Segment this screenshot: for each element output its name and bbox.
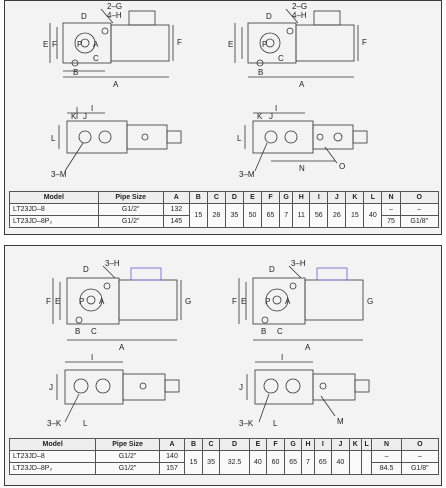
dim-e-right: E [241,297,247,306]
dim-b-right: B [261,327,267,336]
dim-p-left: P [79,297,85,306]
dim-l-left: L [83,419,88,428]
top-drawings [5,1,441,186]
table-row: LT23JD–8P₂ G1/2" 145 75 G1/8" [10,216,439,228]
dim-3h-left: 3–H [105,259,120,268]
dim-k-right: K [257,112,263,121]
dim-f-left: F [46,297,51,306]
dim-d-right: D [266,12,272,21]
dim-f-right: F [362,38,367,47]
dim-j-right: J [239,383,243,392]
bottom-right-side-view [247,362,369,422]
table-row: LT23JD–8P₂ G1/2" 157 84.5 G1/8" [10,463,439,475]
dim-3k-left: 3–K [47,419,62,428]
dim-l-right: L [237,134,242,143]
dim-i-right: I [275,104,278,113]
dim-a-right: A [305,343,311,352]
dim-a-left: A [119,343,125,352]
spec-table-top [9,191,439,228]
dim-b-left: B [75,327,81,336]
dim-c-right: C [278,54,284,63]
dim-f-left: F [177,38,182,47]
dim-c-left: C [93,54,99,63]
dim-c-right: C [277,327,283,336]
dim-g-right: G [367,297,374,306]
dim-p-left: P [77,40,83,49]
port-a-left: A [93,40,99,49]
bottom-drawings [5,246,441,436]
dim-3h-right: 3–H [291,259,306,268]
top-left-side-view [59,107,181,171]
dim-4h-left: 4–H [107,11,122,20]
dim-l-right: L [273,419,278,428]
dim-j-left: J [83,112,87,121]
table-row: LT23JD–8 G1/2" 140 15 35 32.5 40 60 65 7 65 40 – – [10,451,439,463]
dim-f-right: F [232,297,237,306]
bottom-left-front-view [53,266,181,340]
dim-j-right: J [269,112,273,121]
top-right-side-view [245,113,367,171]
dim-3m-right: 3–M [239,170,255,179]
table-header-row: Model Pipe Size A B C D E F G H I J K L N O [10,439,439,451]
dim-i-left: I [91,353,94,362]
dim-j-left: J [49,383,53,392]
spec-table-bottom [9,438,439,475]
dim-e-right: E [228,40,234,49]
dim-d-left: D [83,265,89,274]
dim-3k-right: 3–K [239,419,254,428]
dim-2g-right: 2–G [292,2,308,11]
dim-2g-left: 2–G [107,2,123,11]
dim-b-left: B [73,68,79,77]
dim-a-right: A [299,80,305,89]
top-panel [4,0,442,235]
dim-k-left: K [71,112,77,121]
dim-g-left: G [185,297,192,306]
dim-e-left: E [43,40,49,49]
dim-e-left: E [55,297,61,306]
port-a-left: A [99,297,105,306]
dim-i-right: I [281,353,284,362]
bottom-panel [4,245,442,486]
dim-o: O [339,162,346,171]
table-header-row: Model Pipe Size A B C D E F G H I J K L N O [10,192,439,204]
table-row: LT23JD–8 G1/2" 132 15 28 35 50 65 7 11 56 26 15 40 – – [10,204,439,216]
bottom-right-front-view [239,266,363,340]
dim-a-left: A [113,80,119,89]
dim-d-left: D [81,12,87,21]
dim-f-left-inner: F [52,40,57,49]
dim-l-left: L [51,134,56,143]
dim-4h-right: 4–H [292,11,307,20]
dim-d-right: D [269,265,275,274]
port-a-right: A [285,297,291,306]
dim-n: N [299,164,305,173]
dim-m: M [337,417,344,426]
dim-3m-left: 3–M [51,170,67,179]
dim-p-right: P [265,297,271,306]
dim-b-right: B [258,68,264,77]
bottom-left-side-view [57,362,179,422]
dim-i-left: I [91,104,94,113]
dim-c-left: C [91,327,97,336]
dim-p-right: P [262,40,268,49]
